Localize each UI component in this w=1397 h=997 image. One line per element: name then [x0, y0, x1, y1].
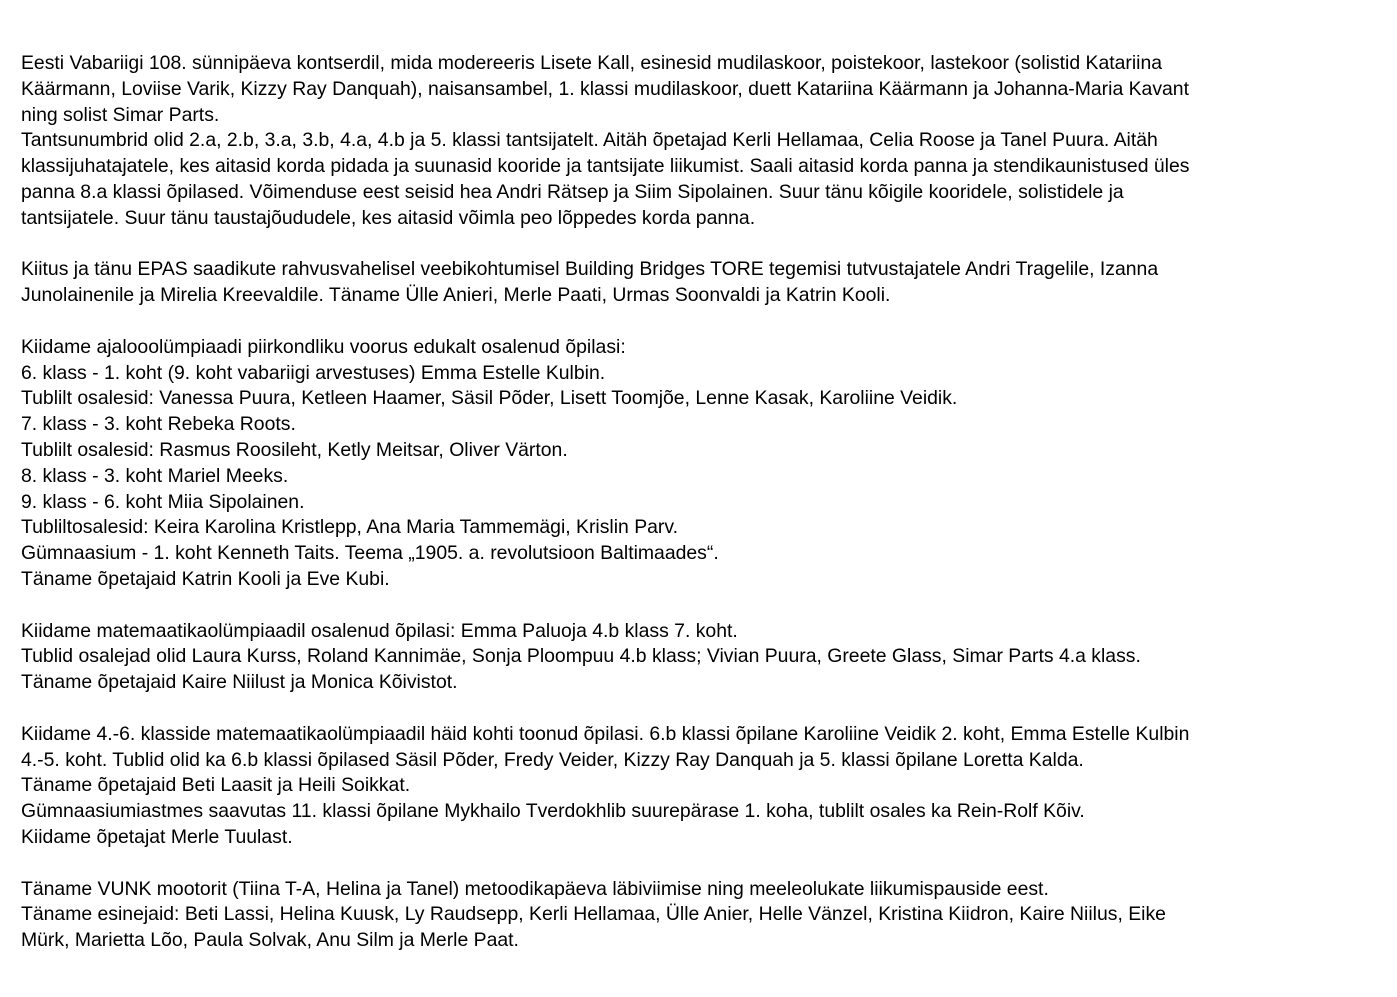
- text-line: panna 8.a klassi õpilased. Võimenduse eest seisid hea Andri Rätsep ja Siim Sipolainen. Suur tänu kõigile kooridele, solistidele ja: [21, 180, 1124, 203]
- text-line: Kiidame ajalooolümpiaadi piirkondliku voorus edukalt osalenud õpilasi:: [21, 335, 626, 358]
- paragraph-concert: [21, 51, 1391, 232]
- text-line: Täname VUNK mootorit (Tiina T-A, Helina ja Tanel) metoodikapäeva läbiviimise ning meeleolukate liikumispauside eest.: [21, 877, 1049, 900]
- text-line: Tublilt osalesid: Rasmus Roosileht, Ketly Meitsar, Oliver Värton.: [21, 438, 568, 461]
- text-line: Tubliltosalesid: Keira Karolina Kristlepp, Ana Maria Tammemägi, Krislin Parv.: [21, 516, 679, 539]
- text-line: 6. klass - 1. koht (9. koht vabariigi arvestuses) Emma Estelle Kulbin.: [21, 361, 606, 384]
- text-line: Tublilt osalesid: Vanessa Puura, Ketleen Haamer, Säsil Põder, Lisett Toomjõe, Lenne Kasak, Karoliine Veidik.: [21, 387, 958, 410]
- text-line: Tantsunumbrid olid 2.a, 2.b, 3.a, 3.b, 4.a, 4.b ja 5. klassi tantsijatelt. Aitäh õpetajad Kerli Hellamaa, Celia Roose ja Tanel Puura. Aitäh: [21, 129, 1158, 152]
- text-line: Kiitus ja tänu EPAS saadikute rahvusvahelisel veebikohtumisel Building Bridges TORE tegemisi tutvustajatele Andri Tragelile, Izanna: [21, 258, 1159, 281]
- text-line: 8. klass - 3. koht Mariel Meeks.: [21, 464, 289, 487]
- text-line: Eesti Vabariigi 108. sünnipäeva kontserdil, mida modereeris Lisete Kall, esinesid mudilaskoor, poistekoor, lastekoor (solistid Katariina: [21, 52, 1163, 74]
- paragraph-vunk-thanks: [21, 877, 1391, 954]
- text-line: Kiidame matemaatikaolümpiaadil osalenud õpilasi: Emma Paluoja 4.b klass 7. koht.: [21, 619, 738, 642]
- text-line: Käärmann, Loviise Varik, Kizzy Ray Danquah), naisansambel, 1. klassi mudilaskoor, duett Katariina Käärmann ja Johanna-Maria Kavant: [21, 77, 1189, 100]
- text-line: Kiidame 4.-6. klasside matemaatikaolümpiaadil häid kohti toonud õpilasi. 6.b klassi õpilane Karoliine Veidik 2. koht, Emma Estelle Kulbin: [21, 722, 1190, 745]
- paragraph-math-olympiad-4-6: [21, 722, 1391, 851]
- text-line: 9. klass - 6. koht Miia Sipolainen.: [21, 490, 305, 513]
- text-line: Gümnaasium - 1. koht Kenneth Taits. Teema „1905. a. revolutsioon Baltimaades“.: [21, 542, 719, 565]
- text-line: 7. klass - 3. koht Rebeka Roots.: [21, 413, 296, 436]
- paragraph-epas: [21, 257, 1391, 309]
- text-line: Täname õpetajaid Katrin Kooli ja Eve Kubi.: [21, 567, 390, 590]
- text-line: Kiidame õpetajat Merle Tuulast.: [21, 825, 293, 848]
- text-line: Mürk, Marietta Lõo, Paula Solvak, Anu Silm ja Merle Paat.: [21, 929, 519, 952]
- text-line: klassijuhatajatele, kes aitasid korda pidada ja suunasid kooride ja tantsijate liikumist. Saali aitasid korda panna ja stendikaunistused üles: [21, 155, 1190, 178]
- text-line: Täname õpetajaid Kaire Niilust ja Monica Kõivistot.: [21, 671, 458, 694]
- text-line: ning solist Simar Parts.: [21, 103, 220, 126]
- text-line: Gümnaasiumiastmes saavutas 11. klassi õpilane Mykhailo Tverdokhlib suurepärase 1. koha, tublilt osales ka Rein-Rolf Kõiv.: [21, 800, 1085, 823]
- text-line: Täname esinejaid: Beti Lassi, Helina Kuusk, Ly Raudsepp, Kerli Hellamaa, Ülle Anier, Helle Vänzel, Kristina Kiidron, Kaire Niilus, Eike: [21, 903, 1166, 926]
- text-line: Junolainenile ja Mirelia Kreevaldile. Täname Ülle Anieri, Merle Paati, Urmas Soonvaldi ja Katrin Kooli.: [21, 284, 891, 307]
- text-line: 4.-5. koht. Tublid olid ka 6.b klassi õpilased Säsil Põder, Fredy Veider, Kizzy Ray Danquah ja 5. klassi õpilane Loretta Kalda.: [21, 748, 1084, 771]
- text-line: tantsijatele. Suur tänu taustajõududele, kes aitasid võimla peo lõppedes korda panna.: [21, 206, 756, 229]
- text-line: Täname õpetajaid Beti Laasit ja Heili Soikkat.: [21, 774, 411, 797]
- document-body: [21, 51, 1391, 954]
- paragraph-history-olympiad: [21, 335, 1391, 593]
- paragraph-math-olympiad: [21, 619, 1391, 696]
- text-line: Tublid osalejad olid Laura Kurss, Roland Kannimäe, Sonja Ploompuu 4.b klass; Vivian Puura, Greete Glass, Simar Parts 4.a klass.: [21, 645, 1141, 668]
